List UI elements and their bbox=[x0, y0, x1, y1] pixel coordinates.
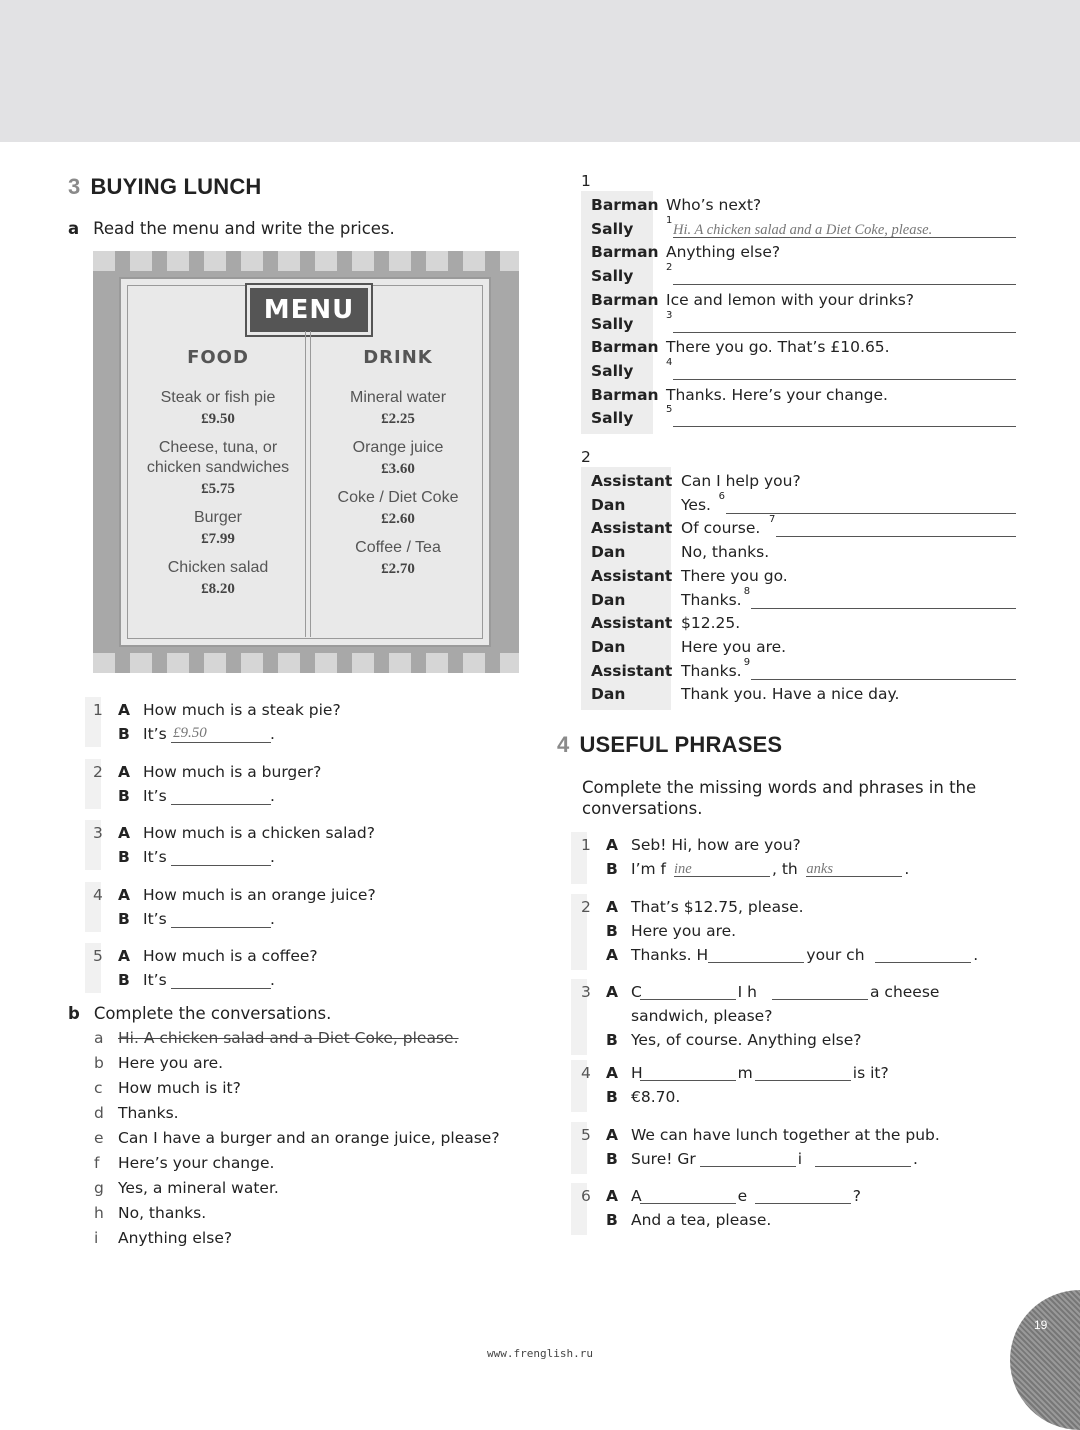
option-text: Can I have a burger and an orange juice, please? bbox=[118, 1129, 500, 1147]
dialogue-text: No, thanks. bbox=[681, 543, 770, 562]
question-number: 5 bbox=[93, 947, 103, 965]
phrase-text: , th bbox=[772, 860, 798, 878]
dialogue-blank[interactable] bbox=[673, 411, 1016, 427]
speaker-name: Assistant bbox=[591, 472, 673, 490]
phrase-text: . bbox=[973, 946, 979, 964]
phrase-blank[interactable] bbox=[708, 947, 804, 963]
option-text: Hi. A chicken salad and a Diet Coke, please. bbox=[118, 1029, 459, 1047]
dialogue-text: Yes. bbox=[681, 495, 711, 514]
speaker-name: Sally bbox=[591, 267, 634, 286]
section-4-title: 4 USEFUL PHRASES bbox=[557, 732, 783, 757]
speaker-b-label: B bbox=[118, 848, 130, 866]
dialogue-text: Thank you. Have a nice day. bbox=[681, 685, 900, 704]
phrase-text: . bbox=[904, 860, 910, 878]
dialogue-text: Anything else? bbox=[666, 243, 781, 262]
question-number: 4 bbox=[93, 886, 103, 904]
question-text: How much is a chicken salad? bbox=[143, 824, 376, 842]
option-letter: e bbox=[94, 1129, 104, 1147]
phrase-blank[interactable] bbox=[755, 1188, 851, 1204]
menu-drink-column: DRINK Mineral water £2.25 Orange juice £3.60 Coke / Diet Coke £2.60 Coffee / Tea £2.70 bbox=[337, 347, 459, 577]
dialogue-text: Of course. bbox=[681, 519, 761, 538]
speaker-label: B bbox=[606, 1031, 618, 1049]
dialogue-text: Here you are. bbox=[681, 637, 787, 656]
menu-board bbox=[93, 251, 519, 673]
option-text: Anything else? bbox=[118, 1229, 233, 1247]
option-letter: f bbox=[94, 1154, 100, 1172]
dialogue-blank[interactable] bbox=[751, 664, 1016, 680]
blank-number: 7 bbox=[769, 514, 776, 526]
phrase-text: Yes, of course. Anything else? bbox=[631, 1031, 862, 1049]
phrase-blank[interactable]: ine bbox=[674, 861, 770, 877]
blank-number: 2 bbox=[666, 262, 673, 274]
phrase-blank[interactable] bbox=[772, 984, 868, 1000]
phrase-text: is it? bbox=[852, 1064, 889, 1082]
speaker-name: Sally bbox=[591, 361, 634, 380]
speaker-name: Assistant bbox=[591, 614, 673, 633]
answer-prefix: It’s bbox=[143, 787, 167, 805]
section-4-instruction: Complete the missing words and phrases in the conversations. bbox=[582, 778, 977, 818]
question-number: 1 bbox=[93, 701, 103, 719]
option-letter: a bbox=[94, 1029, 104, 1047]
option-text: How much is it? bbox=[118, 1079, 241, 1097]
dialogue-blank[interactable] bbox=[673, 317, 1016, 333]
speaker-a-label: A bbox=[118, 701, 130, 719]
phrase-text: We can have lunch together at the pub. bbox=[631, 1126, 940, 1144]
blank-number: 8 bbox=[743, 585, 751, 597]
page-corner-circle bbox=[1010, 1290, 1080, 1430]
speaker-label: B bbox=[606, 1150, 618, 1168]
phrase-text: m bbox=[737, 1064, 753, 1082]
speaker-label: A bbox=[606, 983, 618, 1001]
page-number: 19 bbox=[1034, 1318, 1048, 1332]
speaker-label: A bbox=[606, 946, 618, 964]
option-letter: i bbox=[94, 1229, 99, 1247]
speaker-name: Dan bbox=[591, 685, 626, 704]
phrase-text: That’s $12.75, please. bbox=[631, 898, 804, 916]
speaker-name: Dan bbox=[591, 495, 626, 514]
phrase-text: a cheese bbox=[870, 983, 940, 1001]
blank-number: 6 bbox=[718, 490, 725, 502]
speaker-a-label: A bbox=[118, 763, 130, 781]
header-band bbox=[0, 0, 1080, 142]
blank-number: 4 bbox=[666, 356, 673, 368]
answer-prefix: It’s bbox=[143, 848, 167, 866]
phrase-text: I’m f bbox=[631, 860, 666, 878]
question-number: 3 bbox=[93, 824, 103, 842]
dialogue-blank[interactable] bbox=[673, 364, 1016, 380]
option-text: Yes, a mineral water. bbox=[118, 1179, 279, 1197]
blank-number: 1 bbox=[666, 214, 673, 226]
option-text: Here’s your change. bbox=[118, 1154, 275, 1172]
dialogue-text: Thanks. bbox=[681, 661, 742, 680]
speaker-name: Barman bbox=[591, 338, 659, 357]
phrase-text: And a tea, please. bbox=[631, 1211, 772, 1229]
speaker-name: Dan bbox=[591, 637, 626, 656]
answer-suffix: . bbox=[270, 787, 275, 805]
speaker-name: Sally bbox=[591, 409, 634, 428]
menu-panel bbox=[119, 277, 491, 647]
phrase-text: i bbox=[797, 1150, 803, 1168]
speaker-b-label: B bbox=[118, 725, 130, 743]
phrase-blank[interactable] bbox=[640, 1188, 736, 1204]
phrase-text: Seb! Hi, how are you? bbox=[631, 836, 801, 854]
speaker-label: A bbox=[606, 898, 618, 916]
phrase-item-number: 6 bbox=[581, 1187, 591, 1205]
blank-number: 9 bbox=[743, 656, 751, 668]
answer-suffix: . bbox=[270, 848, 275, 866]
conversation-1-number: 1 bbox=[581, 172, 591, 190]
answer-blank[interactable] bbox=[171, 787, 271, 805]
conversation-2-number: 2 bbox=[581, 448, 591, 466]
question-text: How much is a steak pie? bbox=[143, 701, 341, 719]
option-letter: d bbox=[94, 1104, 104, 1122]
dialogue-text: $12.25. bbox=[681, 614, 741, 633]
answer-suffix: . bbox=[270, 725, 275, 743]
option-text: No, thanks. bbox=[118, 1204, 207, 1222]
question-text: How much is a burger? bbox=[143, 763, 322, 781]
speaker-name: Sally bbox=[591, 219, 634, 238]
answer-blank[interactable]: £9.50 bbox=[171, 725, 271, 743]
phrase-text: your ch bbox=[806, 946, 865, 964]
phrase-text: ? bbox=[852, 1187, 862, 1205]
speaker-name: Assistant bbox=[591, 661, 673, 680]
dialogue-text: There you go. That’s £10.65. bbox=[666, 338, 890, 357]
answer-prefix: It’s bbox=[143, 971, 167, 989]
speaker-label: B bbox=[606, 922, 618, 940]
section-3-title: 3 BUYING LUNCH bbox=[68, 174, 262, 199]
blank-number: 5 bbox=[666, 404, 673, 416]
phrase-text: . bbox=[913, 1150, 918, 1168]
option-letter: g bbox=[94, 1179, 104, 1197]
question-number: 2 bbox=[93, 763, 103, 781]
phrase-blank[interactable] bbox=[640, 1065, 736, 1081]
answer-suffix: . bbox=[270, 971, 275, 989]
option-letter: b bbox=[94, 1054, 104, 1072]
speaker-b-label: B bbox=[118, 787, 130, 805]
option-letter: c bbox=[94, 1079, 103, 1097]
phrase-item-number: 2 bbox=[581, 898, 591, 916]
answer-blank[interactable] bbox=[171, 848, 271, 866]
dialogue-blank[interactable] bbox=[776, 521, 1016, 537]
speaker-name: Dan bbox=[591, 543, 626, 562]
phrase-text: Thanks. H bbox=[631, 946, 709, 964]
answer-suffix: . bbox=[270, 910, 275, 928]
speaker-label: B bbox=[606, 1088, 618, 1106]
phrase-text: e bbox=[737, 1187, 748, 1205]
footer-url: www.frenglish.ru bbox=[487, 1347, 593, 1360]
phrase-text: €8.70. bbox=[631, 1088, 681, 1106]
phrase-item-number: 1 bbox=[581, 836, 591, 854]
speaker-label: A bbox=[606, 836, 618, 854]
question-text: How much is an orange juice? bbox=[143, 886, 376, 904]
speaker-name: Barman bbox=[591, 290, 659, 309]
speaker-a-label: A bbox=[118, 947, 130, 965]
speaker-a-label: A bbox=[118, 886, 130, 904]
dialogue-blank[interactable] bbox=[673, 269, 1016, 285]
phrase-blank[interactable] bbox=[755, 1065, 851, 1081]
phrase-item-number: 3 bbox=[581, 983, 591, 1001]
speaker-label: B bbox=[606, 1211, 618, 1229]
menu-badge: MENU bbox=[247, 285, 371, 335]
menu-stripe-bottom bbox=[93, 653, 519, 673]
speaker-label: A bbox=[606, 1187, 618, 1205]
option-text: Here you are. bbox=[118, 1054, 224, 1072]
answer-blank[interactable] bbox=[171, 971, 271, 989]
dialogue-text: Ice and lemon with your drinks? bbox=[666, 290, 915, 309]
dialogue-text: Who’s next? bbox=[666, 196, 762, 214]
speaker-label: B bbox=[606, 860, 618, 878]
menu-food-column: FOOD Steak or fish pie £9.50 Cheese, tuna, or chicken sandwiches £5.75 Burger £7.99 Chicken salad £8.20 bbox=[146, 347, 290, 597]
speaker-b-label: B bbox=[118, 971, 130, 989]
answer-prefix: It’s bbox=[143, 725, 167, 743]
answer-prefix: It’s bbox=[143, 910, 167, 928]
speaker-name: Sally bbox=[591, 314, 634, 333]
dialogue-blank[interactable]: Hi. A chicken salad and a Diet Coke, please. bbox=[673, 222, 1016, 238]
phrase-blank[interactable] bbox=[875, 947, 971, 963]
speaker-b-label: B bbox=[118, 910, 130, 928]
phrase-text: C bbox=[631, 983, 642, 1001]
dialogue-text: Thanks. Here’s your change. bbox=[666, 385, 888, 404]
phrase-blank[interactable] bbox=[700, 1151, 796, 1167]
dialogue-blank[interactable] bbox=[726, 498, 1016, 514]
part-b-instruction: b Complete the conversations. bbox=[68, 1004, 332, 1023]
speaker-label: A bbox=[606, 1064, 618, 1082]
answer-blank[interactable] bbox=[171, 910, 271, 928]
speaker-name: Barman bbox=[591, 196, 659, 214]
menu-stripe-top bbox=[93, 251, 519, 271]
question-text: How much is a coffee? bbox=[143, 947, 318, 965]
speaker-name: Barman bbox=[591, 385, 659, 404]
phrase-blank[interactable]: anks bbox=[806, 861, 902, 877]
speaker-label: A bbox=[606, 1126, 618, 1144]
speaker-name: Assistant bbox=[591, 566, 673, 585]
phrase-blank[interactable] bbox=[640, 984, 736, 1000]
phrase-blank[interactable] bbox=[815, 1151, 911, 1167]
dialogue-text: Thanks. bbox=[681, 590, 742, 609]
phrase-text: Sure! Gr bbox=[631, 1150, 696, 1168]
phrase-text: sandwich, please? bbox=[631, 1007, 773, 1025]
phrase-item-number: 5 bbox=[581, 1126, 591, 1144]
phrase-text: Here you are. bbox=[631, 922, 737, 940]
speaker-name: Barman bbox=[591, 243, 659, 262]
dialogue-text: Can I help you? bbox=[681, 472, 801, 490]
phrase-text: I h bbox=[737, 983, 757, 1001]
speaker-name: Dan bbox=[591, 590, 626, 609]
dialogue-blank[interactable] bbox=[751, 593, 1016, 609]
option-letter: h bbox=[94, 1204, 104, 1222]
speaker-a-label: A bbox=[118, 824, 130, 842]
phrase-item-number: 4 bbox=[581, 1064, 591, 1082]
blank-number: 3 bbox=[666, 309, 673, 321]
speaker-name: Assistant bbox=[591, 519, 673, 538]
phrase-text: A bbox=[631, 1187, 642, 1205]
dialogue-text: There you go. bbox=[681, 566, 788, 585]
phrase-text: H bbox=[631, 1064, 643, 1082]
option-text: Thanks. bbox=[118, 1104, 179, 1122]
part-a-instruction: a Read the menu and write the prices. bbox=[68, 219, 395, 238]
menu-divider bbox=[305, 331, 311, 637]
